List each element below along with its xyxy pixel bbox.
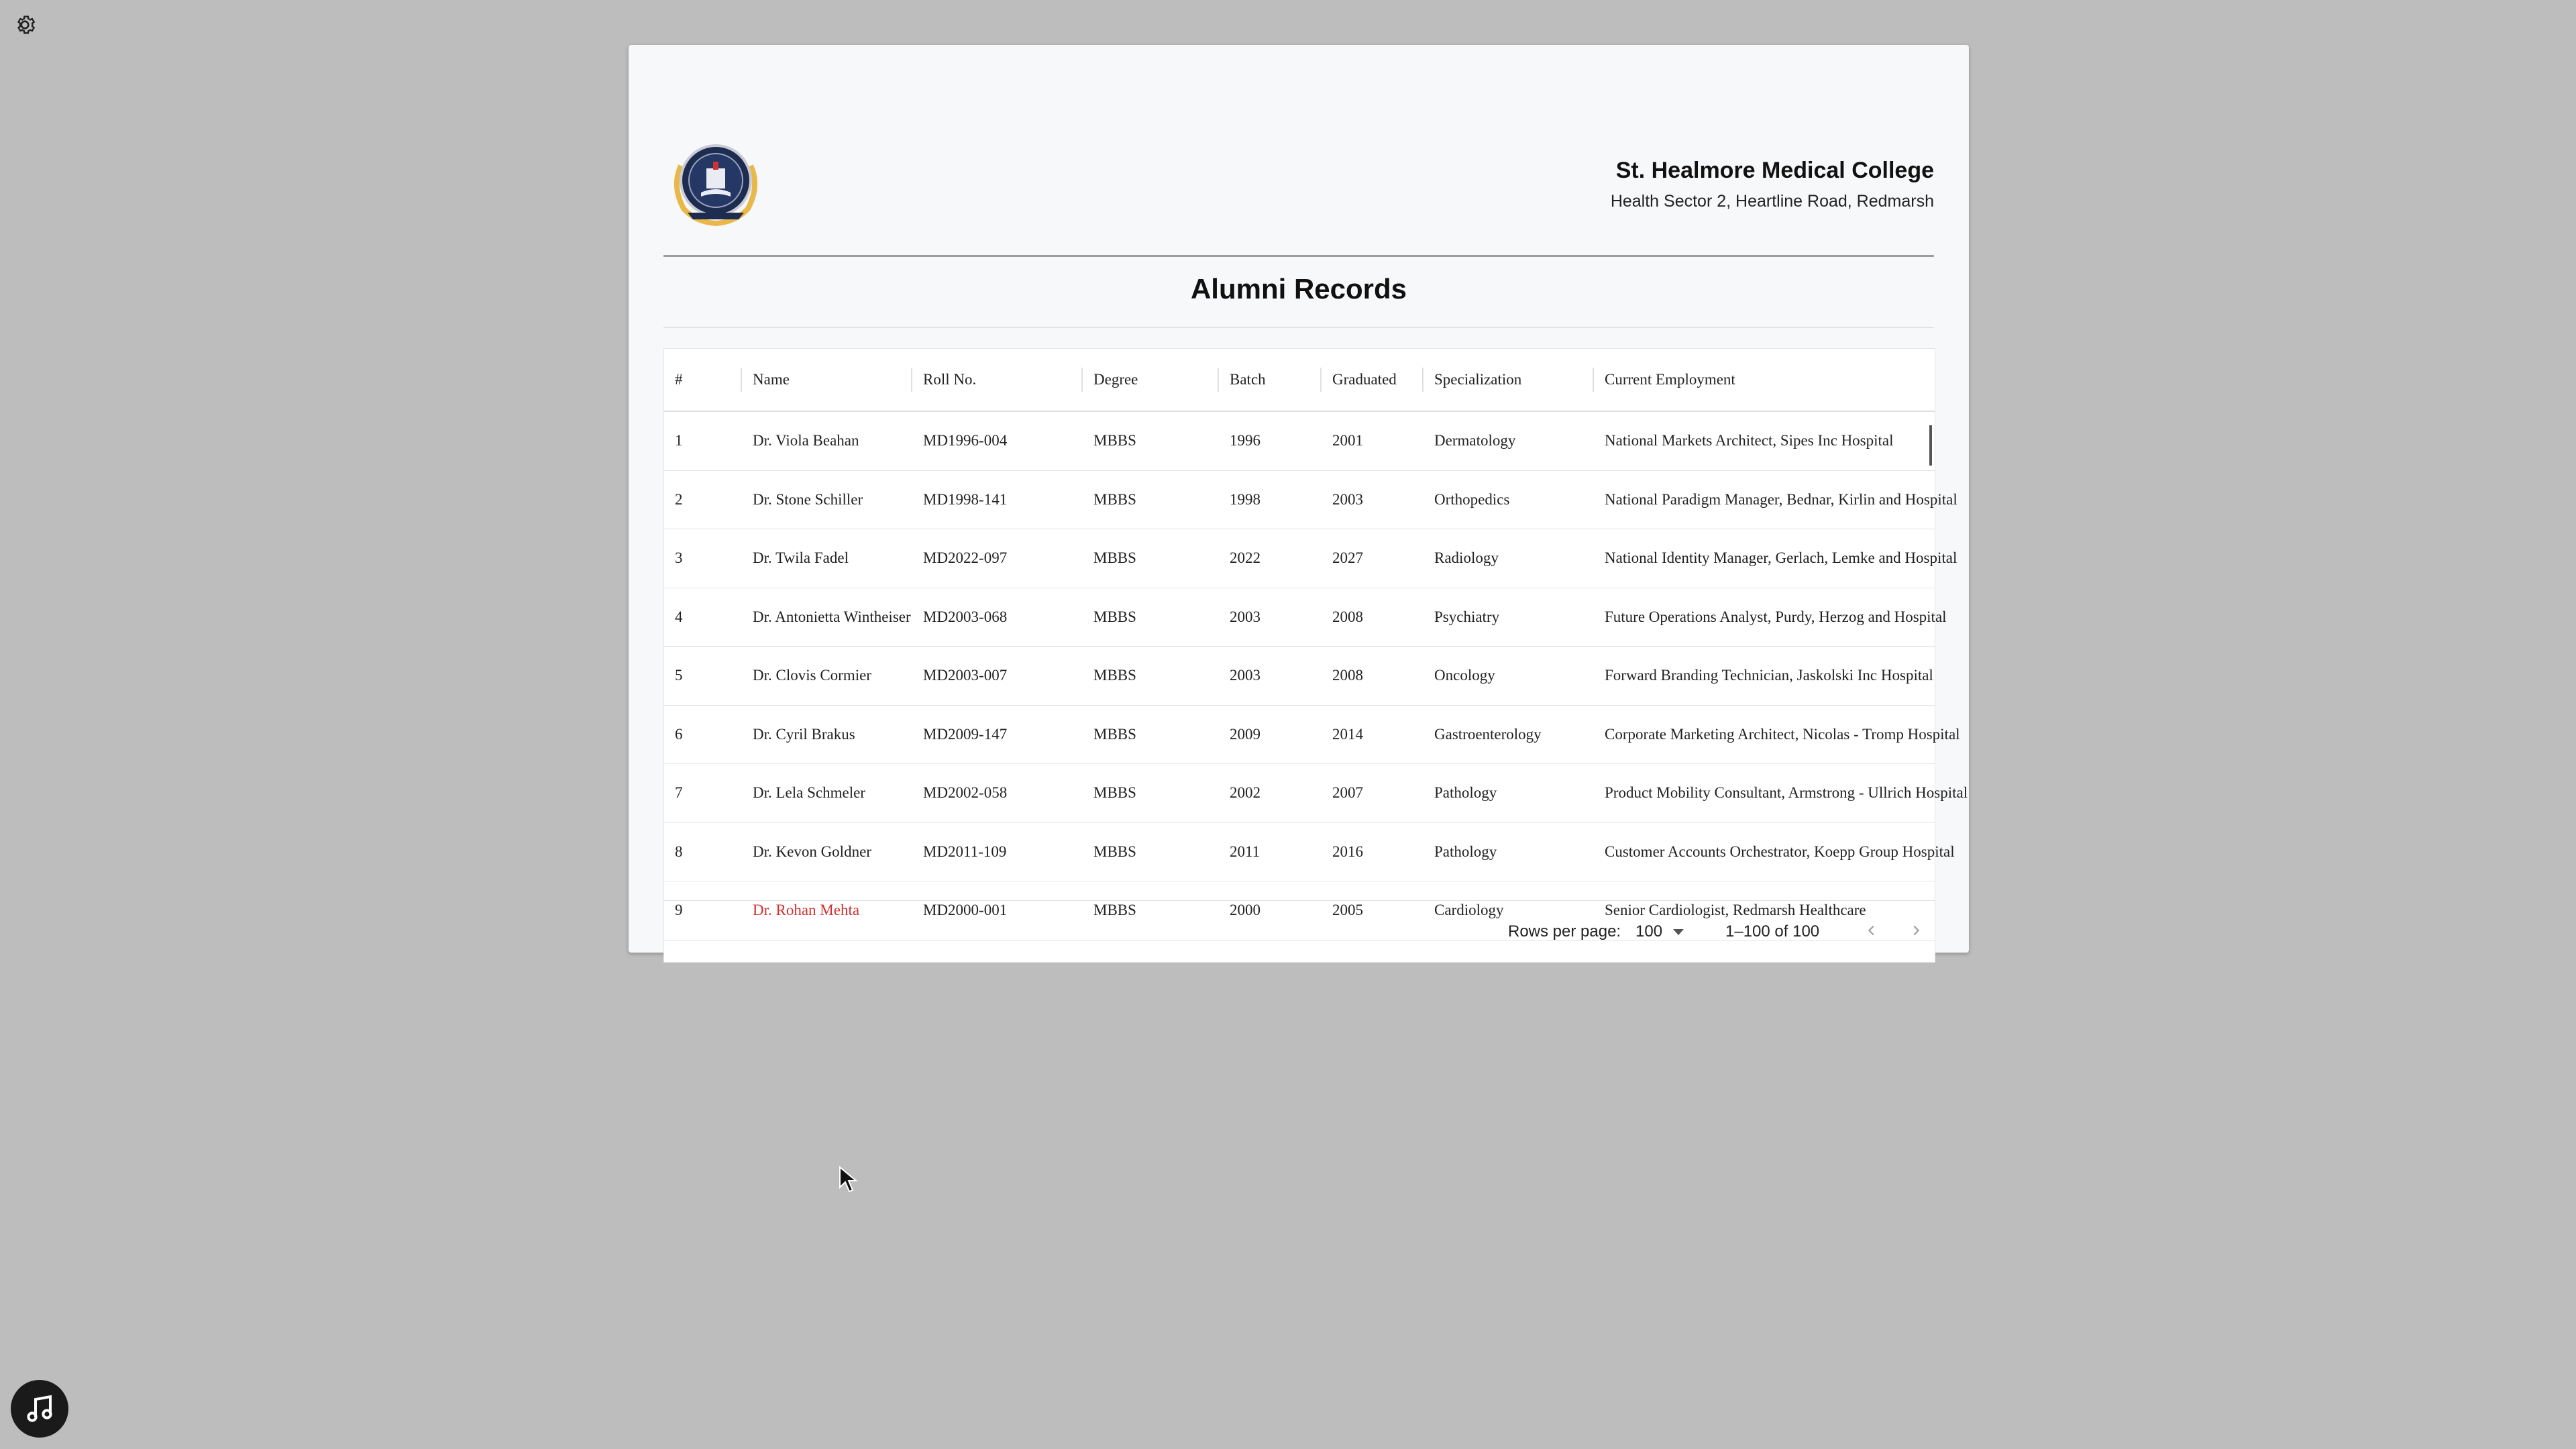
music-button[interactable] xyxy=(11,1380,68,1438)
cell-batch: 1996 xyxy=(1230,432,1260,449)
table-row[interactable] xyxy=(664,823,1955,882)
cell-specialization: Pathology xyxy=(1434,784,1497,802)
cell-name: Dr. Antonietta Wintheiser xyxy=(753,608,911,625)
cell-name: Dr. Clovis Cormier xyxy=(753,667,871,684)
cell-roll-no: MD2009-147 xyxy=(923,725,1008,743)
cell-batch: 2002 xyxy=(1230,784,1260,802)
cell-degree: MBBS xyxy=(1093,843,1136,860)
cell-degree: MBBS xyxy=(1093,667,1136,684)
cell-name: Dr. Lela Schmeler xyxy=(753,784,865,802)
cell-roll-no: MD2003-007 xyxy=(923,667,1008,684)
alumni-table xyxy=(663,348,1968,963)
cell-specialization: Radiology xyxy=(1434,549,1499,567)
previous-page-button[interactable] xyxy=(1860,918,1884,943)
vertical-scrollbar[interactable] xyxy=(1929,425,1932,466)
table-pagination xyxy=(664,900,1935,963)
column-header-index[interactable]: # xyxy=(664,349,742,411)
cell-specialization: Oncology xyxy=(1434,667,1495,684)
cell-batch: 2003 xyxy=(1230,667,1260,684)
column-header-name[interactable]: Name xyxy=(742,349,912,411)
cell-current-employment: National Markets Architect, Sipes Inc Hospital xyxy=(1605,432,1894,449)
cell-roll-no: MD2022-097 xyxy=(923,549,1008,567)
cell-roll-no: MD2000-001 xyxy=(923,902,1008,919)
music-note-icon xyxy=(23,1393,56,1425)
college-logo xyxy=(669,139,763,226)
cell-specialization: Dermatology xyxy=(1434,432,1516,449)
cell-current-employment: Senior Cardiologist, Redmarsh Healthcare xyxy=(1605,902,1866,919)
cell-index: 5 xyxy=(675,667,683,684)
cell-degree: MBBS xyxy=(1093,432,1136,449)
column-header-batch[interactable]: Batch xyxy=(1219,349,1322,411)
settings-button[interactable] xyxy=(11,11,39,39)
column-header-graduated[interactable]: Graduated xyxy=(1322,349,1424,411)
cell-index: 7 xyxy=(675,784,683,802)
cell-graduated: 2005 xyxy=(1332,902,1363,919)
cell-current-employment: Customer Accounts Orchestrator, Koepp Group Hospital xyxy=(1605,843,1955,860)
rows-per-page-label: Rows per page: xyxy=(1508,922,1621,941)
cell-graduated: 2003 xyxy=(1332,490,1363,508)
table-body[interactable] xyxy=(664,412,1968,919)
cell-index: 6 xyxy=(675,725,683,743)
cell-batch: 2011 xyxy=(1230,843,1260,860)
college-name: St. Healmore Medical College xyxy=(1615,158,1934,183)
cell-roll-no: MD2002-058 xyxy=(923,784,1008,802)
pagination-range: 1–100 of 100 xyxy=(1725,922,1820,941)
cell-name: Dr. Viola Beahan xyxy=(753,432,859,449)
college-header xyxy=(663,91,1934,257)
chevron-right-icon xyxy=(1909,923,1923,938)
caret-down-icon xyxy=(1673,929,1684,935)
college-address: Health Sector 2, Heartline Road, Redmarsh xyxy=(1610,192,1934,211)
table-row[interactable] xyxy=(664,471,1957,530)
cell-graduated: 2008 xyxy=(1332,667,1363,684)
column-header-roll-no[interactable]: Roll No. xyxy=(912,349,1083,411)
cell-degree: MBBS xyxy=(1093,549,1136,567)
college-info xyxy=(1611,158,1934,211)
mouse-cursor-icon xyxy=(839,1166,859,1193)
cell-degree: MBBS xyxy=(1093,490,1136,508)
cell-batch: 2003 xyxy=(1230,608,1260,625)
cell-batch: 2009 xyxy=(1230,725,1260,743)
cell-degree: MBBS xyxy=(1093,608,1136,625)
cell-name: Dr. Cyril Brakus xyxy=(753,725,855,743)
cell-index: 8 xyxy=(675,843,683,860)
table-row[interactable] xyxy=(664,706,1960,765)
cell-index: 4 xyxy=(675,608,683,625)
cell-current-employment: Corporate Marketing Architect, Nicolas - Tromp Hospital xyxy=(1605,725,1960,743)
cell-current-employment: National Paradigm Manager, Bednar, Kirlin and Hospital xyxy=(1605,490,1957,508)
cell-graduated: 2016 xyxy=(1332,843,1363,860)
cell-batch: 1998 xyxy=(1230,490,1260,508)
cell-name: Dr. Kevon Goldner xyxy=(753,843,871,860)
rows-per-page-select[interactable] xyxy=(1635,922,1684,941)
cell-specialization: Cardiology xyxy=(1434,902,1504,919)
cell-name: Dr. Twila Fadel xyxy=(753,549,849,567)
cell-degree: MBBS xyxy=(1093,784,1136,802)
cell-current-employment: National Identity Manager, Gerlach, Lemke and Hospital xyxy=(1605,549,1957,567)
gear-icon xyxy=(13,13,37,37)
column-header-current-employment[interactable]: Current Employment xyxy=(1605,371,1735,388)
column-header-degree[interactable]: Degree xyxy=(1083,349,1219,411)
cell-graduated: 2014 xyxy=(1332,725,1363,743)
cell-specialization: Gastroenterology xyxy=(1434,725,1542,743)
title-divider xyxy=(663,327,1934,328)
cell-name: Dr. Stone Schiller xyxy=(753,490,863,508)
cell-graduated: 2001 xyxy=(1332,432,1363,449)
table-header xyxy=(664,349,1935,412)
cell-index: 3 xyxy=(675,549,683,567)
table-row[interactable] xyxy=(664,588,1947,647)
cell-roll-no: MD1996-004 xyxy=(923,432,1008,449)
cell-specialization: Psychiatry xyxy=(1434,608,1500,625)
records-card xyxy=(629,45,1969,953)
cell-specialization: Orthopedics xyxy=(1434,490,1510,508)
cell-roll-no: MD2011-109 xyxy=(923,843,1007,860)
cell-index: 9 xyxy=(675,902,683,919)
cell-roll-no: MD2003-068 xyxy=(923,608,1008,625)
cell-batch: 2000 xyxy=(1230,902,1260,919)
cell-degree: MBBS xyxy=(1093,725,1136,743)
table-row[interactable] xyxy=(664,647,1935,706)
cell-graduated: 2007 xyxy=(1332,784,1363,802)
chevron-left-icon xyxy=(1864,923,1879,938)
cell-batch: 2022 xyxy=(1230,549,1260,567)
table-row[interactable] xyxy=(664,764,1968,823)
cell-specialization: Pathology xyxy=(1434,843,1497,860)
table-row[interactable] xyxy=(664,412,1935,471)
cell-index: 2 xyxy=(675,490,683,508)
page-title: Alumni Records xyxy=(1190,273,1407,305)
cell-graduated: 2027 xyxy=(1332,549,1363,567)
cell-name: Dr. Rohan Mehta xyxy=(753,902,860,919)
cell-current-employment: Forward Branding Technician, Jaskolski Inc Hospital xyxy=(1605,667,1933,684)
rows-per-page-value: 100 xyxy=(1635,922,1663,941)
cell-current-employment: Future Operations Analyst, Purdy, Herzog and Hospital xyxy=(1605,608,1947,625)
table-row[interactable] xyxy=(664,529,1957,588)
next-page-button[interactable] xyxy=(1904,918,1928,943)
cell-degree: MBBS xyxy=(1093,902,1136,919)
cell-roll-no: MD1998-141 xyxy=(923,490,1008,508)
cell-graduated: 2008 xyxy=(1332,608,1363,625)
cell-index: 1 xyxy=(675,432,683,449)
cell-current-employment: Product Mobility Consultant, Armstrong - Ullrich Hospital xyxy=(1605,784,1968,802)
column-header-specialization[interactable]: Specialization xyxy=(1424,349,1594,411)
